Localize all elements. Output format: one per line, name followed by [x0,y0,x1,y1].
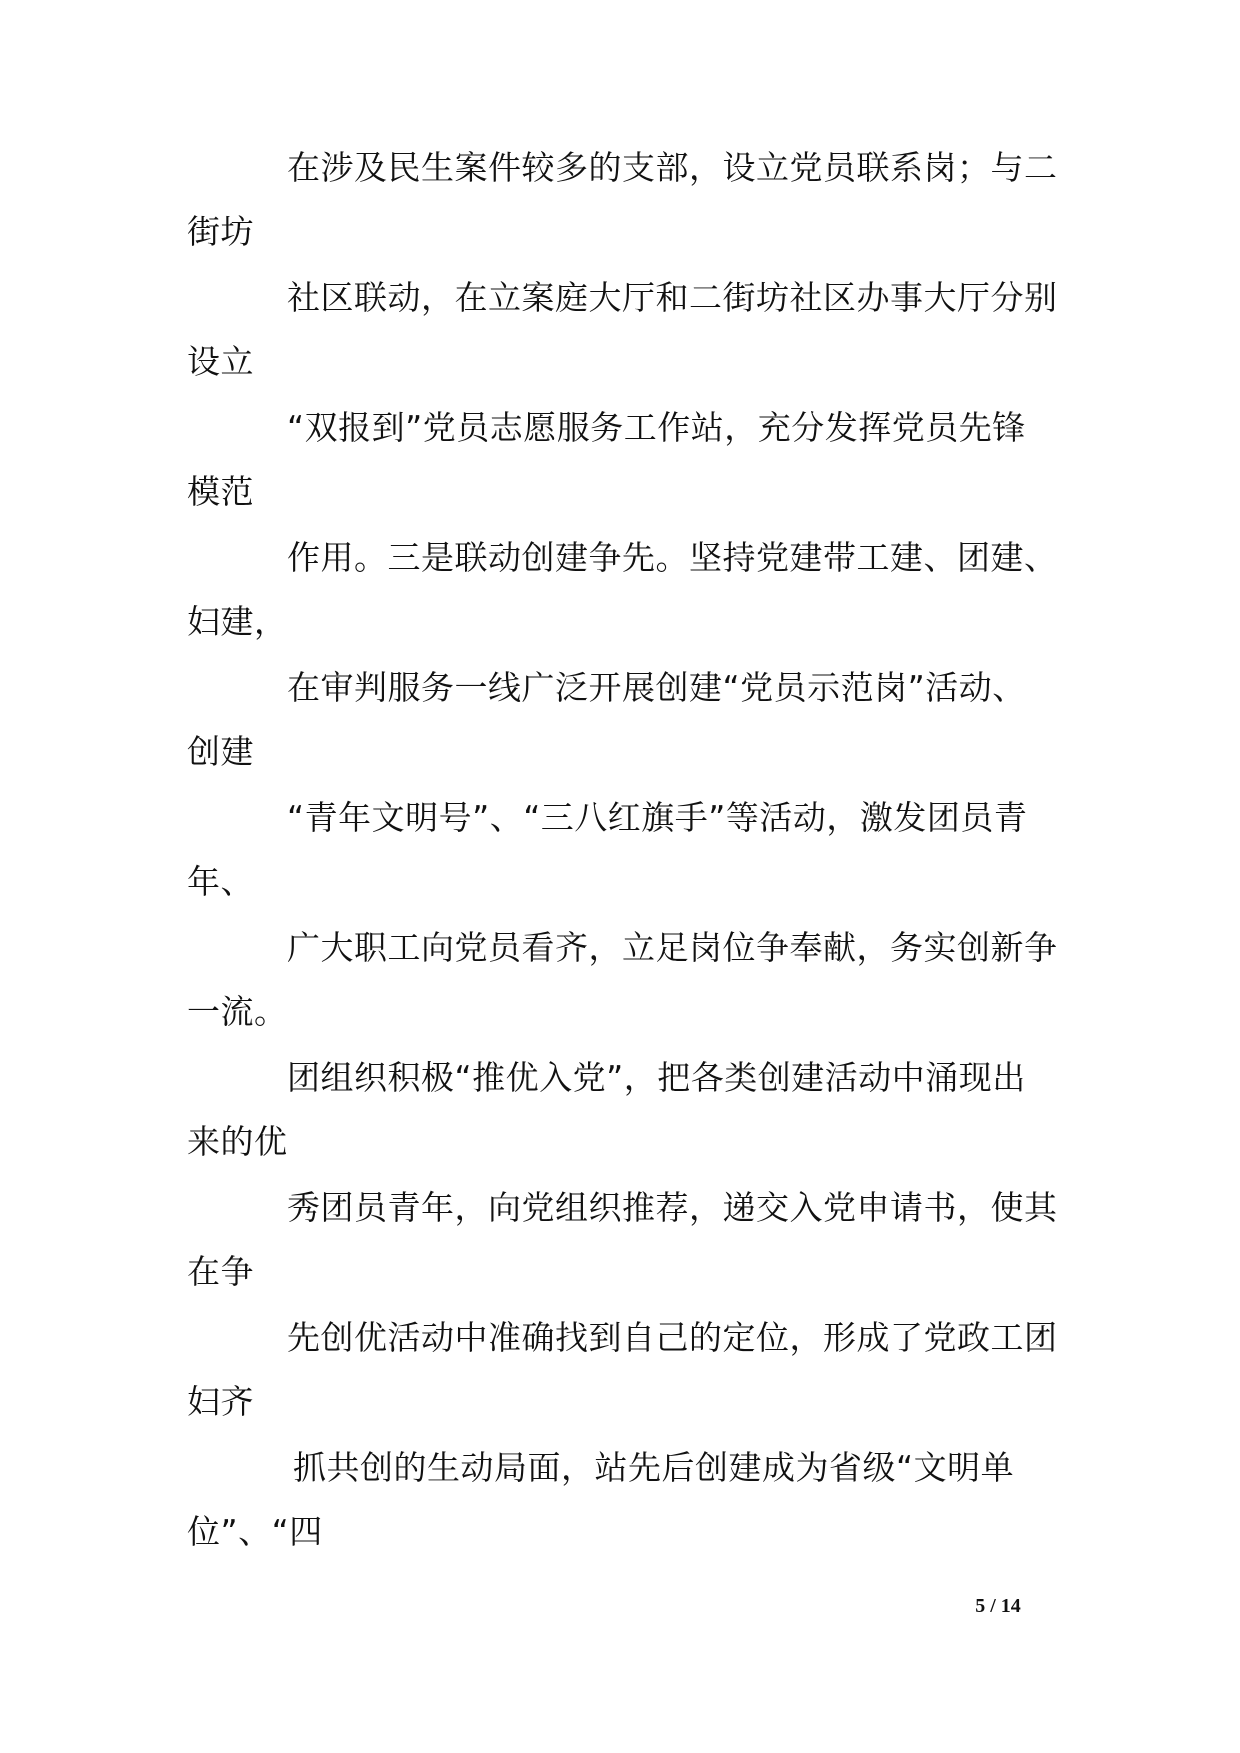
body-text [187,148,1067,1578]
paragraph-line-continuation: 年、 [187,862,254,901]
paragraph-line: 秀团员青年，向党组织推荐，递交入党申请书，使其 [287,1188,1058,1227]
paragraph-line-pair [187,1188,1067,1318]
paragraph-line-continuation: 在争 [187,1252,254,1291]
paragraph-line: 团组织积极“推优入党”，把各类创建活动中涌现出 [287,1058,1026,1097]
paragraph-line-continuation: 创建 [187,732,254,771]
page-number: 5 / 14 [975,1595,1021,1617]
paragraph-line-pair [187,1318,1067,1448]
paragraph-line-continuation: 位”、“四 [187,1512,323,1551]
paragraph-line-pair [187,928,1067,1058]
paragraph-line-continuation: 街坊 [187,212,254,251]
paragraph-line-pair [187,798,1067,928]
paragraph-line: 抓共创的生动局面，站先后创建成为省级“文明单 [293,1448,1015,1487]
paragraph-line-pair [187,408,1067,538]
paragraph-line-continuation: 模范 [187,472,254,511]
paragraph-line-continuation: 妇建， [187,602,288,641]
paragraph-line: “双报到”党员志愿服务工作站，充分发挥党员先锋 [287,408,1026,447]
paragraph-line-pair [187,1448,1067,1578]
paragraph-line-pair [187,278,1067,408]
paragraph-line: 作用。三是联动创建争先。坚持党建带工建、团建、 [287,538,1058,577]
paragraph-line-pair [187,1058,1067,1188]
paragraph-line: 在审判服务一线广泛开展创建“党员示范岗”活动、 [287,668,1026,707]
paragraph-line: 社区联动，在立案庭大厅和二街坊社区办事大厅分别 [287,278,1058,317]
paragraph-line: 广大职工向党员看齐，立足岗位争奉献，务实创新争 [287,928,1058,967]
paragraph-line-pair [187,668,1067,798]
paragraph-line-continuation: 一流。 [187,992,288,1031]
paragraph-line-continuation: 妇齐 [187,1382,254,1421]
paragraph-line-continuation: 来的优 [187,1122,288,1161]
paragraph-line-pair [187,538,1067,668]
paragraph-line: 先创优活动中准确找到自己的定位，形成了党政工团 [287,1318,1058,1357]
paragraph-line: 在涉及民生案件较多的支部，设立党员联系岗；与二 [287,148,1058,187]
paragraph-line-continuation: 设立 [187,342,254,381]
paragraph-line-pair [187,148,1067,278]
paragraph-line: “青年文明号”、“三八红旗手”等活动，激发团员青 [287,798,1028,837]
